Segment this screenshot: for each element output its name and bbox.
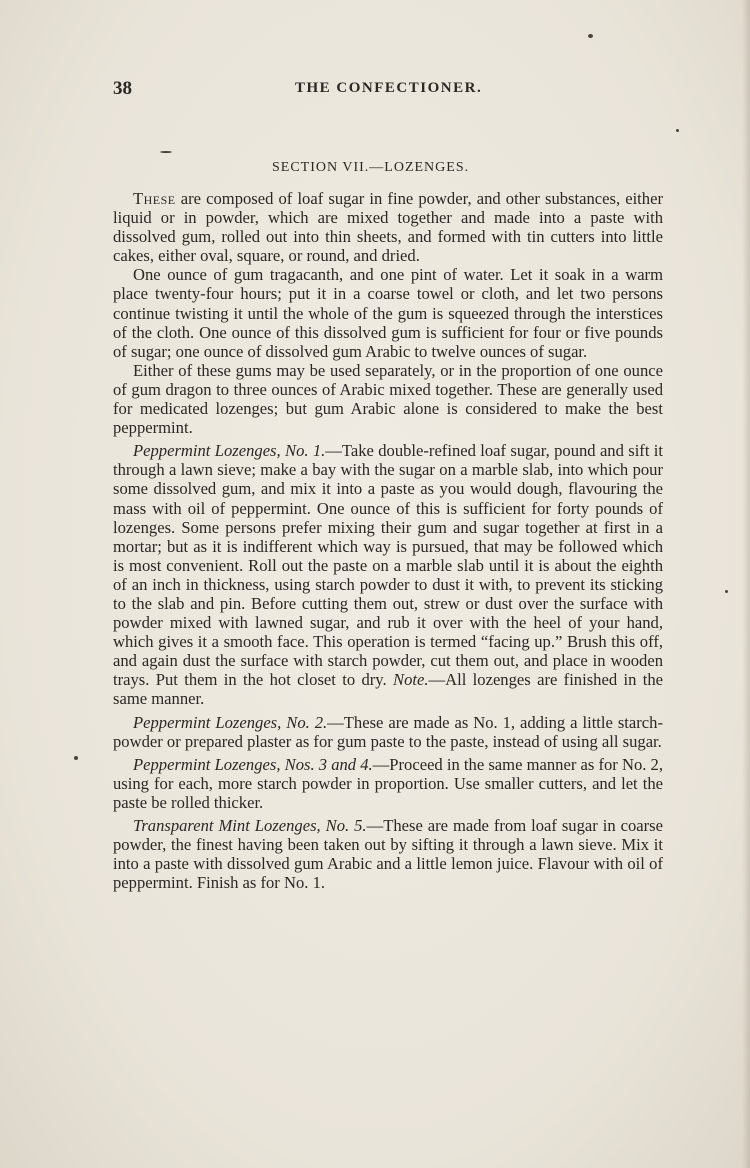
paragraph-text: Either of these gums may be used separately, or in the proportion of one ounce of gum dragon to three ounces of Arabic mixed together. These are generally used for medicated lozenges; but gum Arabic alone is considered to make the best peppermint.	[113, 360, 663, 438]
ink-speck	[725, 590, 728, 593]
recipe-title: Transparent Mint Lozenges, No. 5.	[133, 816, 367, 835]
running-title: THE CONFECTIONER.	[295, 80, 483, 96]
recipe-paragraph	[113, 755, 663, 812]
lead-word: These	[133, 189, 176, 208]
paragraph-text: —These are made as No. 1, adding a little starch-powder or prepared plaster as for gum paste to the paste, instead of using all sugar.	[113, 712, 663, 751]
recipe-paragraph	[113, 441, 663, 708]
note-text: —All lozenges are finished in the same manner.	[113, 670, 664, 709]
paragraph	[113, 265, 663, 360]
recipe-paragraph	[113, 816, 663, 892]
recipe-title: Peppermint Lozenges, No. 2.	[133, 712, 328, 732]
section-heading: SECTION VII.—LOZENGES.	[272, 160, 470, 175]
ink-speck	[74, 756, 78, 760]
paragraph	[113, 361, 663, 437]
recipe-paragraph	[113, 713, 663, 751]
ink-speck	[160, 151, 172, 153]
note-label: Note.	[393, 670, 429, 690]
running-head	[113, 78, 665, 102]
page-edge-shadow	[742, 0, 750, 1168]
body-text	[113, 189, 663, 892]
paragraph-text: —Take double-refined loaf sugar, pound and sift it through a lawn sieve; make a bay with the sugar on a marble slab, into which pour some dissolved gum, and mix it into a paste as you would dough, flavouring the mass with oil of peppermint. One ounce of this is sufficient for forty pounds of lozenges. Some persons prefer mixing their gum and sugar together at first in a mortar; but as it is indifferent which way is pursued, that may be followed which is most convenient. Roll out the paste on a marble slab until it is about the eighth of an inch in thickness, using starch powder to dust it with, to prevent its sticking to the slab and pin. Before cutting them out, strew or dust over the surface with powder mixed with lawned sugar, and rub it over with the heel of your hand, which gives it a smooth face. This operation is termed “facing up.” Brush this off, and again dust the surface with starch powder, cut them out, and place in wooden trays. Put them in the hot closet to dry.	[113, 441, 663, 690]
paragraph	[113, 189, 663, 265]
ink-speck	[676, 129, 679, 132]
page-number: 38	[113, 78, 132, 99]
recipe-title: Peppermint Lozenges, Nos. 3 and 4.	[133, 754, 373, 774]
ink-speck	[588, 34, 593, 38]
paragraph-text: —Proceed in the same manner as for No. 2, using for each, more starch powder in proportion. Use smaller cutters, and let the paste be rolled thicker.	[113, 754, 663, 812]
paragraph-text: One ounce of gum tragacanth, and one pint of water. Let it soak in a warm place twenty-four hours; put it in a coarse towel or cloth, and let two persons continue twisting it until the whole of the gum is squeezed through the interstices of the cloth. One ounce of this dissolved gum is sufficient for four or five pounds of sugar; one ounce of dissolved gum Arabic to twelve ounces of sugar.	[113, 265, 663, 361]
paragraph-text: are composed of loaf sugar in fine powder, and other substances, either liquid or in powder, which are mixed together and made into a paste with dissolved gum, rolled out into thin sheets, and formed with tin cutters into little cakes, either oval, square, or round, and dried.	[113, 189, 663, 266]
paragraph-text: —These are made from loaf sugar in coarse powder, the finest having been taken out by sifting it through a lawn sieve. Mix it into a paste with dissolved gum Arabic and a little lemon juice. Flavour with oil of peppermint. Finish as for No. 1.	[113, 816, 663, 893]
recipe-title: Peppermint Lozenges, No. 1.	[133, 441, 326, 461]
